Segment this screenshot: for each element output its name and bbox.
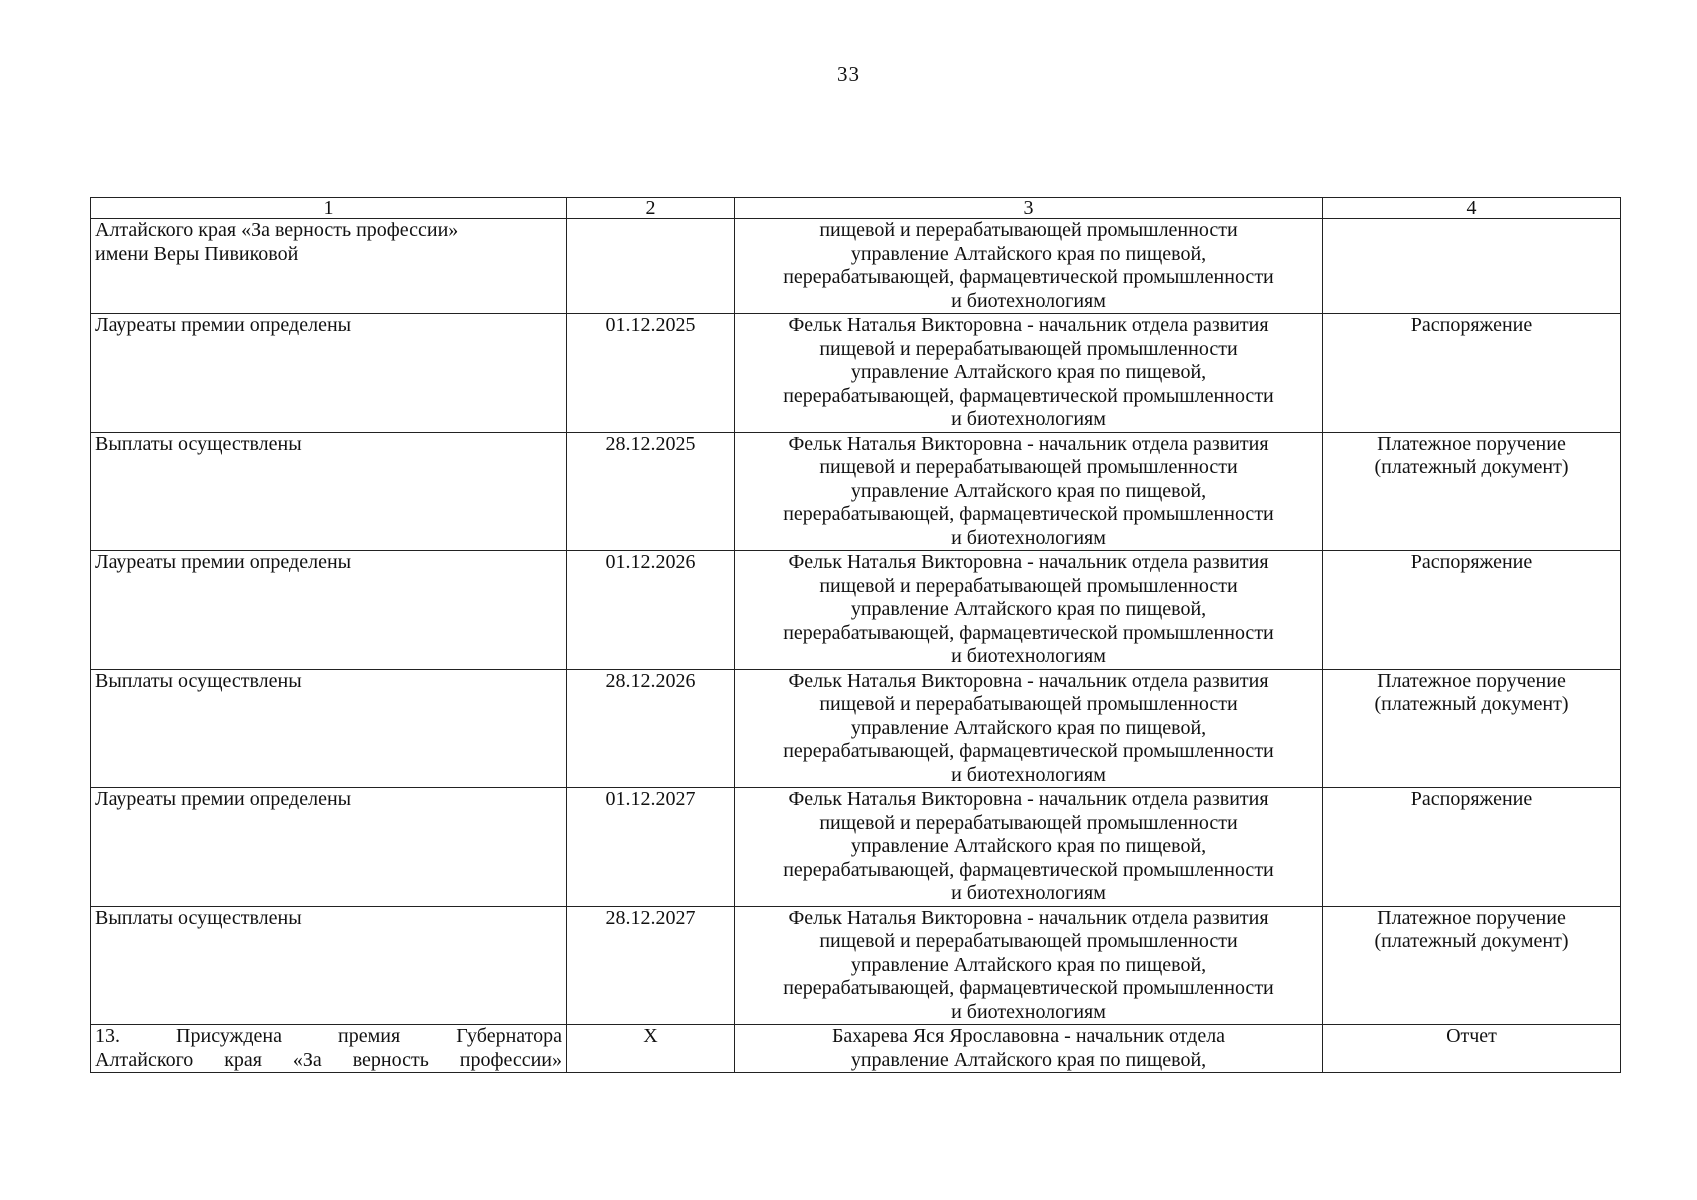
event-line: Алтайского края «За верность профессии»: [95, 1048, 562, 1071]
responsible-cell: [735, 551, 1323, 670]
document-cell: [1323, 906, 1621, 1025]
responsible-cell: [735, 1025, 1323, 1073]
responsible-line: управление Алтайского края по пищевой,: [850, 598, 1207, 620]
responsible-cell: [735, 314, 1323, 433]
responsible-line: перерабатывающей, фармацевтической промышленности: [783, 503, 1274, 525]
responsible-line: пищевой и перерабатывающей промышленности: [819, 219, 1238, 241]
event-line: Алтайского края «За верность профессии»: [95, 219, 459, 241]
responsible-line: Фельк Наталья Викторовна - начальник отдела развития: [788, 906, 1269, 929]
responsible-cell: [735, 432, 1323, 551]
header-row: [91, 198, 1621, 219]
table-row: [91, 551, 1621, 670]
document-cell: [1323, 314, 1621, 433]
date-cell: [567, 219, 735, 314]
event-line: 13. Присуждена премия Губернатора: [95, 1025, 562, 1047]
event-line: имени Веры Пивиковой: [95, 242, 299, 265]
responsible-line: управление Алтайского края по пищевой,: [850, 953, 1207, 976]
date-cell: 28.12.2026: [567, 669, 735, 788]
responsible-line: и биотехнологиям: [951, 1000, 1106, 1023]
event-cell: Лауреаты премии определены: [91, 788, 567, 907]
responsible-line: и биотехнологиям: [951, 526, 1106, 549]
table-row-item-13: [91, 1025, 1621, 1073]
header-col-2: 2: [567, 198, 735, 219]
table-row: [91, 906, 1621, 1025]
header-col-1: 1: [91, 198, 567, 219]
responsible-line: и биотехнологиям: [951, 882, 1106, 904]
document-line: Платежное поручение: [1377, 906, 1566, 929]
responsible-line: пищевой и перерабатывающей промышленности: [819, 693, 1238, 715]
table-row-continued: [91, 219, 1621, 314]
document-cell: [1323, 551, 1621, 670]
responsible-line: перерабатывающей, фармацевтической промышленности: [783, 740, 1274, 762]
responsible-cell: [735, 219, 1323, 314]
date-cell: X: [567, 1025, 735, 1073]
document-cell: [1323, 219, 1621, 314]
event-cell: Выплаты осуществлены: [91, 669, 567, 788]
event-cell: [91, 219, 567, 314]
document-line: Распоряжение: [1410, 551, 1533, 573]
document-cell: [1323, 788, 1621, 907]
responsible-line: пищевой и перерабатывающей промышленности: [819, 574, 1238, 597]
responsible-line: и биотехнологиям: [951, 645, 1106, 667]
date-cell: 01.12.2026: [567, 551, 735, 670]
document-line: Распоряжение: [1410, 314, 1533, 336]
document-line: (платежный документ): [1374, 693, 1569, 715]
date-cell: 28.12.2025: [567, 432, 735, 551]
responsible-line: перерабатывающей, фармацевтической промышленности: [783, 858, 1274, 881]
responsible-cell: [735, 669, 1323, 788]
responsible-line: и биотехнологиям: [951, 289, 1106, 312]
table-body: [91, 219, 1621, 1025]
responsible-line: Фельк Наталья Викторовна - начальник отдела развития: [788, 314, 1269, 336]
table-row: [91, 314, 1621, 433]
responsible-line: перерабатывающей, фармацевтической промышленности: [783, 977, 1274, 999]
responsible-line: управление Алтайского края по пищевой,: [850, 479, 1207, 502]
document-line: Платежное поручение: [1377, 432, 1566, 455]
event-cell: Выплаты осуществлены: [91, 906, 567, 1025]
table-row: [91, 788, 1621, 907]
page-number: 33: [837, 62, 860, 86]
responsible-cell: [735, 906, 1323, 1025]
responsible-line: Фельк Наталья Викторовна - начальник отдела развития: [788, 669, 1269, 692]
responsible-line: пищевой и перерабатывающей промышленности: [819, 337, 1238, 360]
date-cell: 28.12.2027: [567, 906, 735, 1025]
event-cell: Лауреаты премии определены: [91, 551, 567, 670]
responsible-line: Бахарева Яся Ярославовна - начальник отдела: [831, 1025, 1226, 1047]
responsible-line: пищевой и перерабатывающей промышленности: [819, 456, 1238, 478]
date-cell: 01.12.2025: [567, 314, 735, 433]
responsible-line: Фельк Наталья Викторовна - начальник отдела развития: [788, 432, 1269, 455]
document-line: (платежный документ): [1374, 456, 1569, 478]
header-col-4: 4: [1323, 198, 1621, 219]
date-cell: 01.12.2027: [567, 788, 735, 907]
document-line: Платежное поручение: [1377, 669, 1566, 692]
table-row: [91, 432, 1621, 551]
responsible-line: управление Алтайского края по пищевой,: [850, 361, 1207, 383]
responsible-line: Фельк Наталья Викторовна - начальник отдела развития: [788, 788, 1269, 810]
responsible-line: Фельк Наталья Викторовна - начальник отдела развития: [788, 551, 1269, 573]
event-cell: [91, 1025, 567, 1073]
responsible-line: перерабатывающей, фармацевтической промышленности: [783, 621, 1274, 644]
responsible-line: управление Алтайского края по пищевой,: [850, 835, 1207, 857]
document-cell: Отчет: [1323, 1025, 1621, 1073]
responsible-line: управление Алтайского края по пищевой,: [850, 716, 1207, 739]
event-cell: Лауреаты премии определены: [91, 314, 567, 433]
responsible-line: и биотехнологиям: [951, 408, 1106, 430]
document-line: Распоряжение: [1410, 788, 1533, 810]
event-cell: Выплаты осуществлены: [91, 432, 567, 551]
document-cell: [1323, 669, 1621, 788]
header-col-3: 3: [735, 198, 1323, 219]
responsible-line: и биотехнологиям: [951, 763, 1106, 786]
responsible-line: пищевой и перерабатывающей промышленности: [819, 811, 1238, 834]
table-row: [91, 669, 1621, 788]
responsible-line: перерабатывающей, фармацевтической промышленности: [783, 384, 1274, 407]
document-line: (платежный документ): [1374, 930, 1569, 952]
document-cell: [1323, 432, 1621, 551]
responsible-line: управление Алтайского края по пищевой,: [850, 242, 1207, 265]
responsible-line: пищевой и перерабатывающей промышленности: [819, 930, 1238, 952]
plan-table: [90, 197, 1621, 1073]
table-body-last: [91, 1025, 1621, 1073]
responsible-line: управление Алтайского края по пищевой,: [850, 1048, 1207, 1071]
responsible-line: перерабатывающей, фармацевтической промышленности: [783, 266, 1274, 288]
table-header: [91, 198, 1621, 219]
responsible-cell: [735, 788, 1323, 907]
